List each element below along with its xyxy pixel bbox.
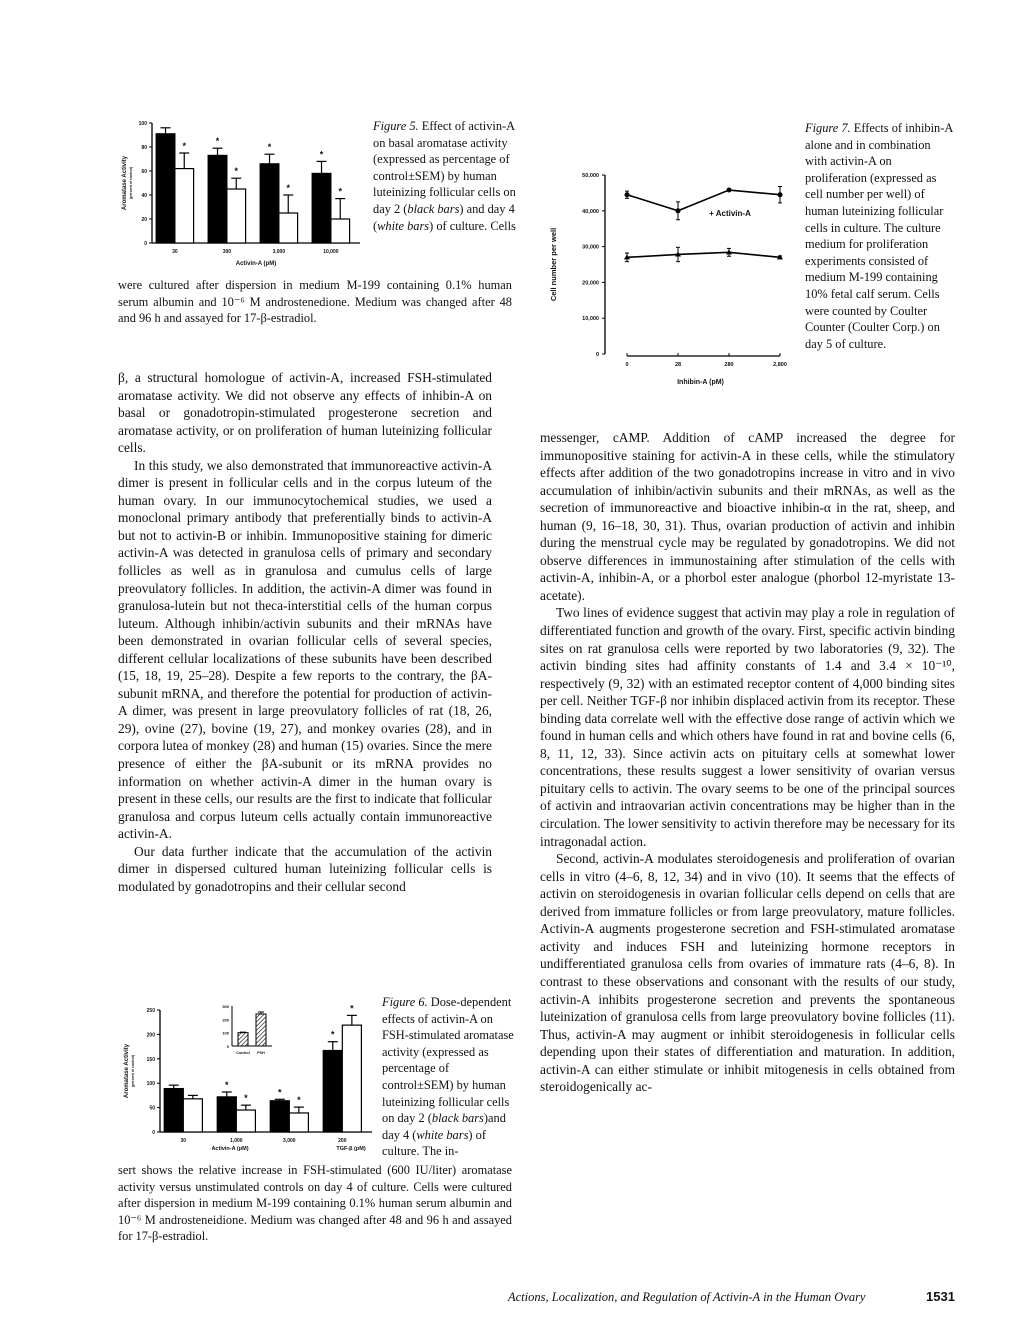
x-axis-label-activin: Activin-A (pM) <box>211 1146 249 1152</box>
bar <box>270 1101 289 1132</box>
y-tick-label: 100 <box>138 121 147 127</box>
y-tick-label: 20 <box>141 217 147 223</box>
bar <box>208 155 227 243</box>
figure-5-chart <box>112 115 364 275</box>
y-tick-label: 30,000 <box>582 244 599 251</box>
figure-5-caption-continued: were cultured after dispersion in medium M-199 containing 0.1% human serum albumin and 10⁻⁶ M androstenedione. Medium was changed after 48 and 96 h and assayed for 17-β-estradiol. <box>118 278 512 326</box>
significance-star: * <box>182 141 186 151</box>
x-tick-label: 3,000 <box>283 1138 296 1144</box>
data-point <box>727 188 732 193</box>
bar <box>312 173 331 243</box>
x-tick-label: 30 <box>172 249 178 255</box>
inset-bar <box>256 1014 266 1046</box>
y-tick-label: 60 <box>141 169 147 175</box>
y-tick-label: 10,000 <box>582 316 599 323</box>
bar <box>236 1110 255 1132</box>
series-line <box>627 252 780 257</box>
caption-text: black bars <box>407 201 460 216</box>
bar <box>323 1051 342 1132</box>
data-point <box>778 192 783 197</box>
bar <box>227 189 246 243</box>
x-tick-label: 200 <box>338 1138 347 1144</box>
bar <box>342 1025 361 1132</box>
y-tick-label: 250 <box>146 1008 155 1014</box>
caption-text: Effect of activin-A on basal aromatase activity (expressed as percentage of control±SEM) by human luteinizing follicular cells on day 2 ( <box>373 119 516 216</box>
caption-text: ) and day 4 ( <box>373 201 515 233</box>
figure-6-chart <box>112 992 377 1152</box>
significance-star: * <box>331 1029 335 1040</box>
page-number: 1531 <box>926 1289 955 1304</box>
series-annotation: + Activin-A <box>709 209 751 219</box>
figure-5-label: Figure 5. <box>373 119 419 133</box>
running-title: Actions, Localization, and Regulation of Activin-A in the Human Ovary <box>508 1290 866 1304</box>
caption-text: Dose-dependent effects of activin-A on FSH-stimulated aromatase activity (expressed as percentage of control±SEM) by human luteinizing follicular cells on day 2 ( <box>382 995 514 1126</box>
significance-star: * <box>297 1095 301 1106</box>
bar <box>164 1089 183 1132</box>
y-tick-label: 40 <box>141 193 147 199</box>
caption-text: white bars <box>377 218 430 233</box>
significance-star: * <box>267 142 272 153</box>
data-point <box>625 192 630 197</box>
bar <box>175 169 194 243</box>
x-axis-label: Activin-A (pM) <box>235 261 277 267</box>
series-line <box>627 190 780 211</box>
bar <box>217 1097 236 1132</box>
x-tick-label: 3,000 <box>272 249 286 255</box>
bar <box>331 219 350 243</box>
figure-7-chart <box>540 160 802 395</box>
y-tick-label: 0 <box>595 352 599 358</box>
paragraph: Second, activin-A modulates steroidogenesis and proliferation of ovarian cells in vitro (4–6, 8, 12, 34) and in vivo (10). It seems that the effects of activin on steroidogenesis in ovarian follicular cells depend on cells that are derived from immature follicles or from large preovulatory, mature follicles. Activin-A augments progesterone secretion and FSH-stimulated aromatase activity and induces FSH and luteinizing hormone receptors in undifferentiated granulosa cells from ovaries of immature rats (4–6, 8). In contrast to these observations and consonant with the results of our study, activin-A inhibits progesterone secretion and prevents the spontaneous luteinization of granulosa cells from large preovulatory bovine follicles (11). Thus, activin-A may augment or inhibit steroidogenesis in follicular cells depending upon their states of differentiation and maturation. In addition, activin-A can either stimulate or inhibit mitogenesis in cells obtained from steroidogenically ac- <box>540 851 955 1095</box>
inset-y-tick-label: 300 <box>222 1004 229 1009</box>
figure-5-caption <box>373 118 518 234</box>
caption-text: black bars <box>431 1111 484 1126</box>
x-tick-label: 10,000 <box>323 249 339 255</box>
significance-star: * <box>319 149 324 160</box>
y-axis-label: Cell number per well <box>549 227 558 302</box>
paragraph: Our data further indicate that the accumulation of the activin dimer in dispersed cultured human luteinizing follicular cells is modulated by gonadotropins and their cellular second <box>118 843 492 894</box>
x-tick-label: 0 <box>625 362 629 368</box>
inset-x-tick-label: FSH <box>257 1051 265 1055</box>
bar <box>183 1099 202 1132</box>
significance-star: * <box>286 183 290 193</box>
paragraph: In this study, we also demonstrated that immunoreactive activin-A dimer is present in follicular cells and in the corpus luteum of the human ovary. In our immunocytochemical studies, we used a monoclonal primary antibody that preferentially binds to activin-A but not to activin-B or inhibin. Immunopositive staining for dimeric activin-A was detected in granulosa cells of primary and secondary follicles as well as in granulosa and cumulus cells of large preovulatory follicles. In addition, the activin-A dimer was found in granulosa-lutein but not theca-interstitial cells of the human corpus luteum. Although inhibin/activin subunits and their mRNAs have been demonstrated in ovarian follicular cells of several species, different cellular localizations of these subunits have been described (15, 18, 19, 25–28). Despite a few reports to the contrary, the βA-subunit mRNA, and therefore the potential for production of activin-A dimer, was present in large preovulatory follicles of rat (18, 26, 29), ovine (27), bovine (19, 27), and monkey ovaries (28), and in corpora lutea of monkey (28) and human (15) ovaries. Since the mere presence of either the βA-subunit or its mRNA provides no information on whether activin-A dimer in the human ovary is present in these cells, our results are the first to indicate that follicular granulosa and corpus luteum cells actually contain immunoreactive activin-A. <box>118 457 492 842</box>
inset-y-tick-label: 0 <box>226 1044 229 1049</box>
x-tick-label: 300 <box>222 249 232 255</box>
y-tick-label: 0 <box>152 1130 155 1136</box>
x-tick-label: 280 <box>724 362 734 368</box>
x-tick-label: 30 <box>180 1138 187 1144</box>
y-axis-sublabel: (percent of control) <box>131 1054 135 1088</box>
y-tick-label: 150 <box>146 1056 155 1063</box>
figure-7-label: Figure 7. <box>805 121 851 135</box>
figure-6-caption-continued: sert shows the relative increase in FSH-stimulated (600 IU/liter) aromatase activity versus unstimulated controls on day 4 of culture. Cells were cultured after dispersion in medium M-199 containing 0.1% human serum albumin and 10⁻⁶ M androsteneidione. Medium was changed after 48 and 96 h and assayed for 17-β-estradiol. <box>118 1163 512 1244</box>
data-point <box>676 208 681 213</box>
bar <box>289 1113 308 1132</box>
figure-7-caption <box>805 120 955 352</box>
paragraph: β, a structural homologue of activin-A, increased FSH-stimulated aromatase activity. We did not observe any effects of inhibin-A on basal or gonadotropin-stimulated progesterone secretion and aromatase activity, or on proliferation of human luteinizing follicular cells. <box>118 370 492 456</box>
y-tick-label: 100 <box>146 1081 155 1088</box>
x-tick-label: 2,800 <box>773 362 787 368</box>
inset-x-tick-label: Control <box>236 1051 250 1055</box>
right-column-text <box>540 429 955 1096</box>
significance-star: * <box>278 1087 282 1098</box>
y-axis-label: Aromatase Activity <box>124 1043 130 1099</box>
caption-text: white bars <box>416 1127 469 1142</box>
y-tick-label: 0 <box>144 241 147 247</box>
caption-text: ) of culture. The in- <box>382 1127 486 1159</box>
left-column-text <box>118 369 492 895</box>
paragraph: Two lines of evidence suggest that activin may play a role in regulation of differentiated function and growth of the ovary. First, specific activin binding sites on rat granulosa cells were reported by two laboratories (9, 32). The activin binding sites had affinity constants of 1.4 and 3.4 × 10⁻¹⁰, respectively (9, 32) with an estimated receptor content of 4,000 binding sites per cell. Neither TGF-β nor inhibin displaced activin from its receptor. These binding data correlate well with the effective dose range of activin which we found in human cells and which others have found in rat and bovine cells (6, 8, 11, 12, 33). Since activin acts on pituitary cells at somewhat lower concentrations, these results suggest a lower sensitivity of ovarian versus pituitary cells to activin. The ovary seems to be one of the principal sources of activin and intraovarian activin concentrations may be higher than in the circulation. The lower sensitivity to activin therefore may be necessary for its intragonadal action. <box>540 605 955 849</box>
caption-text: ) of culture. Cells <box>429 218 516 233</box>
bar <box>156 134 175 243</box>
caption-text: )and day 4 ( <box>382 1111 506 1142</box>
y-tick-label: 50,000 <box>582 173 599 179</box>
y-tick-label: 200 <box>146 1032 155 1039</box>
paragraph: messenger, cAMP. Addition of cAMP increased the degree for immunopositive staining for activin-A in these cells, while the stimulatory effects after addition of the two gonadotropins increase in vitro and in vivo accumulation of inhibin/activin subunits and their mRNAs, as well as the secretion of immunoreactive and bioactive inhibin-α in the rat, sheep, and human (9, 16–18, 30, 31). Thus, ovarian production of activin and inhibin during the menstrual cycle may be regulated by gonadotropins. We did not observe differences in immunostaining after stimulation of the cells with activin-A, inhibin-A, or a phorbol ester analogue (phorbol 12-myristate 13-acetate). <box>540 430 955 603</box>
x-axis-label-tgf: TGF-β (pM) <box>336 1146 366 1152</box>
y-tick-label: 20,000 <box>582 280 599 287</box>
significance-star: * <box>244 1093 248 1104</box>
bar <box>260 164 279 243</box>
significance-star: * <box>225 1079 229 1090</box>
inset-y-tick-label: 200 <box>222 1017 229 1023</box>
inset-bar <box>238 1033 248 1046</box>
significance-star: * <box>338 186 342 197</box>
y-tick-label: 40,000 <box>582 208 599 215</box>
x-tick-label: 1,000 <box>230 1138 243 1144</box>
y-axis-sublabel: (percent of control) <box>129 166 133 200</box>
x-tick-label: 28 <box>674 362 682 368</box>
y-tick-label: 50 <box>149 1105 155 1112</box>
inset-y-tick-label: 100 <box>222 1030 229 1036</box>
significance-star: * <box>350 1003 354 1014</box>
significance-star: * <box>215 136 220 147</box>
y-tick-label: 80 <box>141 145 147 151</box>
figure-6-label: Figure 6. <box>382 995 428 1009</box>
caption-text: Effects of inhibin-A alone and in combination with activin-A on proliferation (expressed as cell number per well) of human luteinizing follicular cells in culture. The culture medium for proliferation experiments consisted of medium M-199 containing 10% fetal calf serum. Cells were counted by Coulter Counter (Coulter Corp.) on day 5 of culture. <box>805 121 953 351</box>
y-axis-label: Aromatase Activity <box>122 155 128 211</box>
significance-star: * <box>234 166 238 177</box>
bar <box>279 213 298 243</box>
figure-6-caption <box>382 994 516 1160</box>
x-axis-label: Inhibin-A (pM) <box>677 379 724 386</box>
